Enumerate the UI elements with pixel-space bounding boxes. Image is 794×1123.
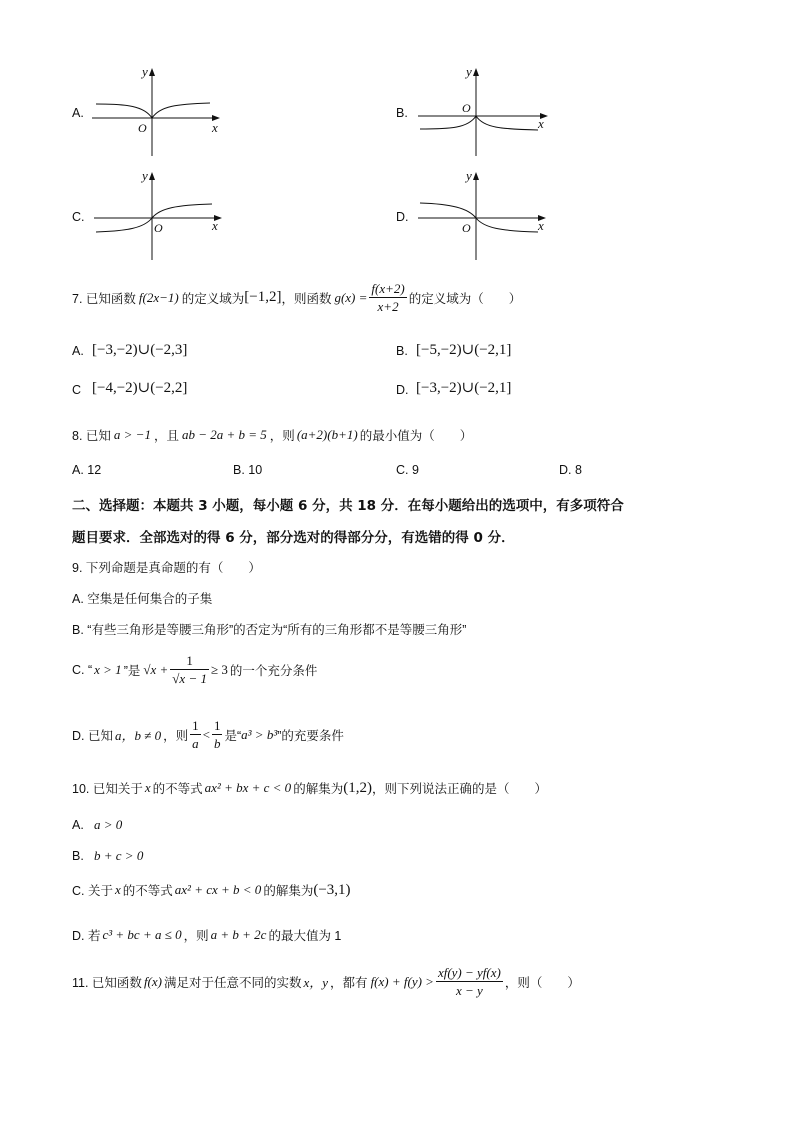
q9-d-fraction2-num: 1	[213, 718, 221, 733]
graph-d	[416, 168, 551, 263]
q11-fraction-den: x − y	[455, 983, 483, 998]
q10-x: x	[144, 780, 151, 795]
graph-a-y-label: y	[142, 64, 148, 79]
q8-expr: (a+2)(b+1)	[296, 427, 358, 442]
q9-d-fraction2	[212, 717, 223, 752]
graph-d-y-label: y	[466, 168, 472, 183]
q11-fraction	[436, 964, 503, 999]
q10-option-b: b + c > 0	[94, 848, 144, 863]
q10-c-ineq: ax² + cx + b < 0	[174, 882, 262, 897]
q7-fraction-num: f(x+2)	[371, 281, 405, 296]
q10-d-cond: c³ + bc + a ≤ 0	[102, 927, 182, 942]
q10-text: 10. 已知关于	[72, 782, 143, 796]
q7-option-a-label: A.	[72, 344, 84, 358]
q9-option-a: A. 空集是任何集合的子集	[72, 592, 213, 606]
q9-d-fraction1	[190, 717, 201, 752]
q10-c-set: (−3,1)	[313, 881, 351, 898]
q9-c-fraction-den: √x − 1	[172, 671, 207, 686]
q10-c-text: 的解集为	[263, 884, 314, 898]
q7-option-c-label: C	[72, 383, 82, 397]
q10-c-x: x	[114, 882, 121, 897]
q9-d-text: ，则	[163, 728, 189, 743]
graph-d-origin: O	[462, 221, 471, 235]
q7-domain: [−1,2]	[244, 289, 282, 305]
q10-d-text: ，则	[183, 929, 209, 943]
q11-text: 满足对于任意不同的实数	[163, 975, 302, 990]
graph-c-label: C.	[72, 210, 85, 224]
q11-lhs: f(x) + f(y) >	[370, 973, 434, 989]
q8-cond2: ab − 2a + b = 5	[181, 427, 267, 442]
question-8-stem	[72, 426, 472, 444]
q7-text: ，则函数	[281, 291, 332, 306]
q8-option-b: B. 10	[233, 463, 263, 477]
graph-b-x-label: x	[538, 116, 544, 131]
question-9-stem: 9. 下列命题是真命题的有（ ）	[72, 561, 261, 575]
q7-text: 7. 已知函数	[72, 291, 136, 306]
graph-a-origin: O	[138, 121, 147, 135]
q10-option-a-label: A.	[72, 818, 84, 832]
q7-text: 的定义域为（ ）	[408, 291, 522, 306]
q10-set: (1,2)	[343, 779, 372, 796]
q7-fraction	[369, 280, 406, 315]
q9-d-lt: <	[202, 726, 210, 742]
graph-a-label: A.	[72, 106, 84, 120]
q9-d-text: D. 已知	[72, 728, 113, 743]
q11-text: ，都有	[330, 975, 368, 990]
graph-c-origin: O	[154, 221, 163, 235]
graph-d-x-label: x	[538, 218, 544, 233]
section-2-heading-line2: 题目要求．全部选对的得 6 分，部分选对的得部分分，有选错的得 0 分．	[72, 530, 515, 546]
q11-text: 11. 已知函数	[72, 975, 142, 990]
question-10-stem	[72, 779, 547, 797]
q11-fraction-num: xf(y) − yf(x)	[437, 965, 501, 980]
q9-d-text: 是“	[224, 728, 242, 743]
q9-option-d	[72, 717, 344, 752]
q10-c-text: 的不等式	[122, 884, 173, 898]
q8-text: 8. 已知	[72, 429, 111, 443]
q7-option-d: [−3,−2)∪(−2,1]	[416, 380, 512, 396]
q10-option-a: a > 0	[94, 817, 123, 832]
q7-option-d-label: D.	[396, 383, 409, 397]
q8-text: ，且	[153, 429, 179, 443]
q10-c-text: C. 关于	[72, 884, 113, 898]
q10-option-c	[72, 881, 351, 899]
graph-b	[416, 64, 551, 159]
q9-c-text: C. “	[72, 662, 93, 677]
q9-c-fraction	[170, 652, 209, 687]
q8-option-a: A. 12	[72, 463, 102, 477]
graph-d-label: D.	[396, 210, 409, 224]
q10-option-d	[72, 926, 341, 944]
q9-d-fraction1-num: 1	[192, 718, 199, 733]
q9-c-ge: ≥ 3	[210, 661, 228, 677]
q10-text: ，则下列说法正确的是（ ）	[371, 782, 547, 796]
q10-d-expr: a + b + 2c	[210, 927, 267, 942]
section-2-heading-line1: 二、选择题：本题共 3 小题，每小题 6 分，共 18 分．在每小题给出的选项中，有多项符合	[72, 498, 624, 514]
question-11-stem	[72, 964, 580, 999]
q9-d-fraction1-den: a	[192, 736, 199, 751]
q7-fraction-den: x+2	[377, 299, 399, 314]
q7-g-expr: g(x) =	[334, 289, 368, 305]
q7-text: 的定义域为	[181, 291, 245, 306]
q10-text: 的解集为	[293, 782, 344, 796]
q10-ineq: ax² + bx + c < 0	[204, 780, 292, 795]
q8-cond1: a > −1	[113, 427, 151, 442]
q9-c-sqrt: √x +	[143, 661, 169, 677]
q10-text: 的不等式	[152, 782, 203, 796]
q8-option-c: C. 9	[396, 463, 419, 477]
q11-f: f(x)	[143, 973, 162, 989]
graph-b-label: B.	[396, 106, 408, 120]
q7-option-b-label: B.	[396, 344, 408, 358]
q7-f-expr: f(2x−1)	[138, 289, 179, 305]
q10-d-text: D. 若	[72, 929, 101, 943]
q9-c-fraction-num: 1	[170, 652, 209, 670]
q8-text: 的最小值为（ ）	[359, 429, 473, 443]
q8-text: ，则	[269, 429, 295, 443]
graph-a	[92, 64, 222, 159]
q10-d-text: 的最大值为 1	[268, 929, 342, 943]
graph-b-y-label: y	[466, 64, 472, 79]
question-7-stem	[72, 280, 521, 315]
q11-text: ，则（ ）	[504, 975, 580, 990]
q9-c-cond: x > 1	[94, 661, 122, 677]
q11-xy: x，y	[303, 975, 329, 990]
q7-option-a: [−3,−2)∪(−2,3]	[92, 342, 188, 358]
q9-option-c	[72, 652, 317, 687]
q7-option-c: [−4,−2)∪(−2,2]	[92, 380, 188, 396]
graph-c-y-label: y	[142, 168, 148, 183]
q9-d-rel: a³ > b³	[241, 726, 278, 742]
q9-c-text: 的一个充分条件	[229, 663, 318, 678]
q9-c-text: ”是	[123, 663, 141, 678]
q8-option-d: D. 8	[559, 463, 582, 477]
graph-b-origin: O	[462, 101, 471, 115]
q10-option-b-label: B.	[72, 849, 84, 863]
q9-d-text: ”的充要条件	[277, 728, 344, 743]
q9-d-cond: a，b ≠ 0	[114, 728, 162, 743]
graph-c	[92, 168, 227, 263]
graph-c-x-label: x	[212, 218, 218, 233]
q7-option-b: [−5,−2)∪(−2,1]	[416, 342, 512, 358]
q9-d-fraction2-den: b	[213, 736, 221, 751]
graph-a-x-label: x	[212, 120, 218, 135]
q9-option-b: B. “有些三角形是等腰三角形”的否定为“所有的三角形都不是等腰三角形”	[72, 623, 467, 637]
